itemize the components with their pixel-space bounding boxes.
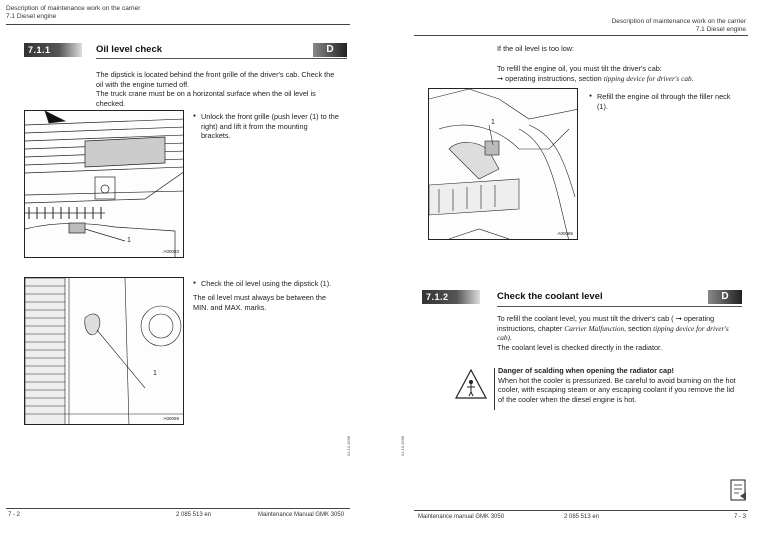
left-header-line2: 7.1 Diesel engine (6, 13, 57, 20)
intro-paragraph (96, 70, 356, 108)
step-unlock-grille (193, 112, 353, 141)
left-header-line1: Description of maintenance work on the carrier (6, 5, 141, 12)
section-badge: D (708, 290, 742, 304)
left-header-rule (6, 24, 350, 25)
left-side-date: 01.10.1998 (346, 435, 351, 456)
figure-code: A00086 (557, 231, 573, 236)
document-corner-icon (730, 478, 748, 502)
coolant-text: To refill the coolant level, you must tilt the driver's cab ( (497, 314, 674, 323)
filler-neck-illustration (429, 89, 578, 240)
callout-1: 1 (153, 370, 157, 377)
coolant-italic: Carrier Malfunction, (564, 323, 626, 333)
figure-code: A00059 (163, 416, 179, 421)
right-manual-name: Maintenance manual GMK 3050 (418, 514, 505, 520)
section-title: Oil level check (96, 44, 163, 55)
step-line: right) and lift it from the mounting (201, 121, 308, 131)
callout-1: 1 (491, 119, 495, 126)
warning-bar (494, 368, 495, 410)
refill-ref-italic: tipping device for driver's cab. (603, 73, 694, 83)
warning-hot-icon (454, 368, 488, 400)
arrow-icon: ➞ (675, 314, 682, 323)
coolant-line (497, 314, 749, 324)
warning-line: of the cooler when the diesel engine is hot. (498, 394, 637, 404)
coolant-checked-text: The coolant level is checked directly in the radiator. (497, 342, 663, 352)
warning-line: cooler, with escaping steam or any escaping coolant if you remove the lid (498, 385, 735, 395)
section-number: 7.1.1 (24, 43, 82, 57)
step-line: ● Unlock the front grille (push lever (1) to the (201, 112, 339, 121)
refill-ref-text: operating instructions, section (505, 73, 602, 83)
coolant-line (497, 333, 749, 343)
intro-line: The dipstick is located behind the front grille of the driver's cab. Check the (96, 70, 335, 79)
figure-dipstick (24, 277, 184, 425)
right-page-number: 7 - 3 (734, 514, 747, 520)
coolant-intro (497, 314, 749, 352)
left-footer-rule (6, 508, 350, 509)
oil-level-note (193, 293, 353, 312)
right-header-line2: 7.1 Diesel engine (695, 26, 746, 33)
figure-front-grille (24, 110, 184, 258)
note-line: MIN. and MAX. marks. (193, 302, 267, 312)
section-badge: D (313, 43, 347, 57)
step-refill-oil (589, 92, 749, 111)
section-rule (96, 58, 347, 59)
dipstick-illustration (25, 278, 184, 425)
left-manual-name: Maintenance Manual GMK 3050 (258, 512, 345, 518)
coolant-text: section (628, 323, 652, 333)
section-title: Check the coolant level (497, 291, 603, 302)
step-line: (1). (597, 101, 608, 111)
warning-text (498, 366, 760, 404)
grille-illustration (25, 111, 184, 258)
left-page-number: 7 - 2 (8, 512, 21, 518)
coolant-text: operating (683, 314, 715, 323)
step-line: ● Refill the engine oil through the filler neck (597, 92, 731, 101)
note-line: The oil level must always be between the (193, 293, 327, 302)
left-doc-number: 2 085 513 en (176, 512, 212, 518)
coolant-italic: cab). (497, 333, 512, 343)
intro-line: The truck crane must be on a horizontal surface when the oil level is (96, 89, 316, 99)
right-header-rule (414, 35, 748, 36)
coolant-italic: tipping device for driver's (653, 323, 729, 333)
intro-line: checked. (96, 98, 126, 108)
warning-title: Danger of scalding when opening the radiator cap! (498, 366, 674, 375)
step-line: brackets. (201, 131, 231, 141)
arrow-icon: ➞ (497, 73, 504, 83)
warning-line: When hot the cooler is pressurized. Be careful to avoid burning on the hot (498, 375, 736, 385)
coolant-text: instructions, chapter (497, 323, 563, 333)
refill-line-ref (497, 74, 747, 84)
right-doc-number: 2 085 513 en (564, 514, 600, 520)
refill-intro (497, 64, 747, 83)
coolant-line (497, 324, 749, 334)
section-rule (497, 306, 742, 307)
refill-line: To refill the engine oil, you must tilt the driver's cab: (497, 64, 662, 73)
section-number: 7.1.2 (422, 290, 480, 304)
step-check-dipstick: ● Check the oil level using the dipstick (1). (193, 279, 353, 289)
figure-filler-neck (428, 88, 578, 240)
callout-1: 1 (127, 237, 131, 244)
left-header (6, 5, 140, 21)
low-oil-heading: If the oil level is too low: (497, 44, 575, 53)
figure-code: A00083 (163, 249, 179, 254)
right-header (612, 18, 746, 34)
intro-line: oil with the engine turned off. (96, 79, 190, 89)
right-page (384, 0, 768, 542)
right-side-date: 01.10.1998 (400, 435, 405, 456)
right-header-line1: Description of maintenance work on the carrier (611, 18, 746, 25)
right-footer-rule (414, 510, 748, 511)
